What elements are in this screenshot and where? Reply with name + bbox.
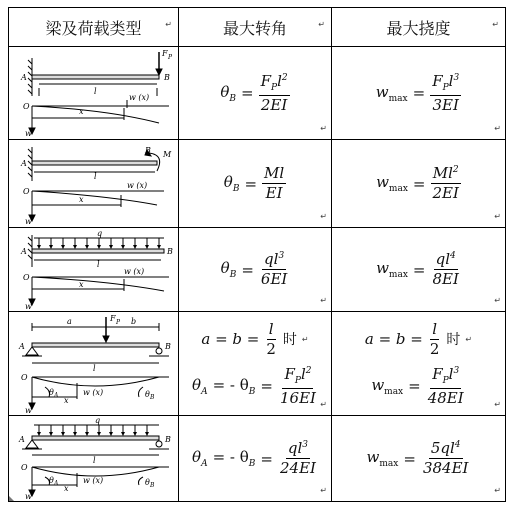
max-angle-cell: a = b = $\frac{l}{2}$ 时 ↵ $\theta_A$ = - $\theta_B$ = $\frac{F_Pl^2}{16EI}$ ↵ xyxy=(179,312,332,416)
svg-text:x: x xyxy=(64,395,69,405)
angle-formula: $\theta_A$ = - $\theta_B$ = $\frac{ql^3}{24EI}$ xyxy=(192,439,316,477)
max-angle-cell: $\theta_B$ = $\frac{Ml}{EI}$ ↵ xyxy=(179,140,332,228)
beam-figure-cell xyxy=(9,228,179,312)
svg-text:A: A xyxy=(21,246,27,256)
max-deflection-cell: $w_{max}$ = $\frac{F_Pl^3}{3EI}$ ↵ xyxy=(332,47,506,140)
svg-text:w (x): w (x) xyxy=(83,475,104,485)
svg-text:w (x): w (x) xyxy=(124,266,145,276)
deflection-formula: $w_{max}$ = $\frac{F_Pl^3}{48EI}$ xyxy=(371,364,464,407)
svg-text:w: w xyxy=(25,129,32,138)
cell-corner-mark xyxy=(9,496,14,501)
svg-text:l: l xyxy=(93,363,96,373)
max-angle-cell: $\theta_B$ = $\frac{F_Pl^2}{2EI}$ ↵ xyxy=(179,47,332,140)
svg-text:O: O xyxy=(23,186,30,196)
svg-text:w (x): w (x) xyxy=(127,180,148,190)
angle-formula: $\theta_B$ = $\frac{F_Pl^2}{2EI}$ xyxy=(220,71,288,114)
svg-text:A: A xyxy=(21,158,27,168)
midspan-condition: a = b = $\frac{l}{2}$ 时 ↵ xyxy=(364,319,473,358)
svg-text:B: B xyxy=(165,434,171,444)
svg-text:A: A xyxy=(19,341,25,351)
deflection-formula: $w_{max}$ = $\frac{Ml^2}{2EI}$ xyxy=(376,164,459,202)
svg-text:w: w xyxy=(25,405,32,415)
svg-text:O: O xyxy=(21,372,28,382)
svg-text:θ: θ xyxy=(49,387,54,397)
svg-text:A: A xyxy=(19,434,25,444)
svg-text:x: x xyxy=(79,107,84,116)
svg-text:q: q xyxy=(97,228,103,238)
cantilever-uniform-load-diagram xyxy=(9,229,177,311)
svg-text:w: w xyxy=(25,301,32,311)
svg-text:θ: θ xyxy=(49,475,54,485)
svg-text:l: l xyxy=(93,455,96,465)
header-max-deflection: 最大挠度 ↵ xyxy=(332,8,506,47)
beam-figure-cell xyxy=(9,140,179,228)
svg-text:w: w xyxy=(25,216,32,226)
svg-text:O: O xyxy=(23,102,30,111)
max-deflection-cell: a = b = $\frac{l}{2}$ 时 ↵ $w_{max}$ = $\frac{F_Pl^3}{48EI}$ ↵ xyxy=(332,312,506,416)
svg-text:O: O xyxy=(21,462,28,472)
beam-deflection-table xyxy=(8,7,506,502)
svg-text:b: b xyxy=(131,316,137,326)
angle-formula: $\theta_B$ = $\frac{ql^3}{6EI}$ xyxy=(220,250,288,288)
beam-figure-cell xyxy=(9,312,179,416)
svg-text:B: B xyxy=(167,246,173,256)
svg-text:x: x xyxy=(79,279,84,289)
svg-text:x: x xyxy=(64,483,69,493)
angle-formula: $\theta_B$ = $\frac{Ml}{EI}$ xyxy=(223,164,285,202)
header-load-type: 梁及荷载类型 ↵ xyxy=(9,8,179,47)
svg-text:P: P xyxy=(116,318,121,326)
max-angle-cell: $\theta_B$ = $\frac{ql^3}{6EI}$ ↵ xyxy=(179,228,332,312)
beam-figure-cell xyxy=(9,47,179,140)
svg-text:B: B xyxy=(165,341,171,351)
svg-text:B: B xyxy=(164,73,170,82)
svg-text:l: l xyxy=(94,87,97,96)
beam-figure-cell xyxy=(9,416,179,502)
svg-text:x: x xyxy=(79,194,84,204)
table-row xyxy=(9,47,506,140)
svg-text:w (x): w (x) xyxy=(83,387,104,397)
svg-text:P: P xyxy=(168,54,173,61)
table-row xyxy=(9,140,506,228)
angle-formula: $\theta_A$ = - $\theta_B$ = $\frac{F_Pl^2}{16EI}$ xyxy=(192,364,316,407)
simply-supported-point-load-diagram xyxy=(9,313,177,415)
svg-text:w: w xyxy=(25,491,32,501)
table-row xyxy=(9,416,506,502)
deflection-formula: $w_{max}$ = $\frac{5ql^4}{384EI}$ xyxy=(366,439,469,477)
svg-text:A: A xyxy=(54,479,59,487)
svg-text:w (x): w (x) xyxy=(129,93,150,102)
simply-supported-uniform-load-diagram xyxy=(9,417,177,501)
header-row xyxy=(9,8,506,47)
deflection-formula: $w_{max}$ = $\frac{F_Pl^3}{3EI}$ xyxy=(375,71,460,114)
table-row xyxy=(9,228,506,312)
svg-text:q: q xyxy=(95,416,101,425)
svg-text:M: M xyxy=(163,149,172,159)
svg-text:θ: θ xyxy=(145,389,150,399)
svg-text:O: O xyxy=(23,272,30,282)
svg-text:F: F xyxy=(162,49,168,58)
deflection-formula: $w_{max}$ = $\frac{ql^4}{8EI}$ xyxy=(376,250,459,288)
header-max-angle: 最大转角 ↵ xyxy=(179,8,332,47)
svg-text:B: B xyxy=(150,481,155,489)
svg-text:l: l xyxy=(97,259,100,269)
svg-text:A: A xyxy=(54,391,59,399)
svg-text:B: B xyxy=(145,145,151,155)
cantilever-end-load-diagram xyxy=(9,48,177,138)
svg-text:θ: θ xyxy=(145,477,150,487)
svg-text:F: F xyxy=(110,313,116,323)
max-angle-cell: $\theta_A$ = - $\theta_B$ = $\frac{ql^3}{24EI}$ ↵ xyxy=(179,416,332,502)
svg-text:B: B xyxy=(150,393,155,401)
svg-text:A: A xyxy=(21,73,27,82)
table-row xyxy=(9,312,506,416)
max-deflection-cell: $w_{max}$ = $\frac{ql^4}{8EI}$ ↵ xyxy=(332,228,506,312)
midspan-condition: a = b = $\frac{l}{2}$ 时 ↵ xyxy=(201,319,309,358)
max-deflection-cell: $w_{max}$ = $\frac{Ml^2}{2EI}$ ↵ xyxy=(332,140,506,228)
cantilever-end-moment-diagram xyxy=(9,141,177,227)
svg-text:a: a xyxy=(67,316,72,326)
max-deflection-cell: $w_{max}$ = $\frac{5ql^4}{384EI}$ ↵ xyxy=(332,416,506,502)
svg-text:l: l xyxy=(94,171,97,181)
